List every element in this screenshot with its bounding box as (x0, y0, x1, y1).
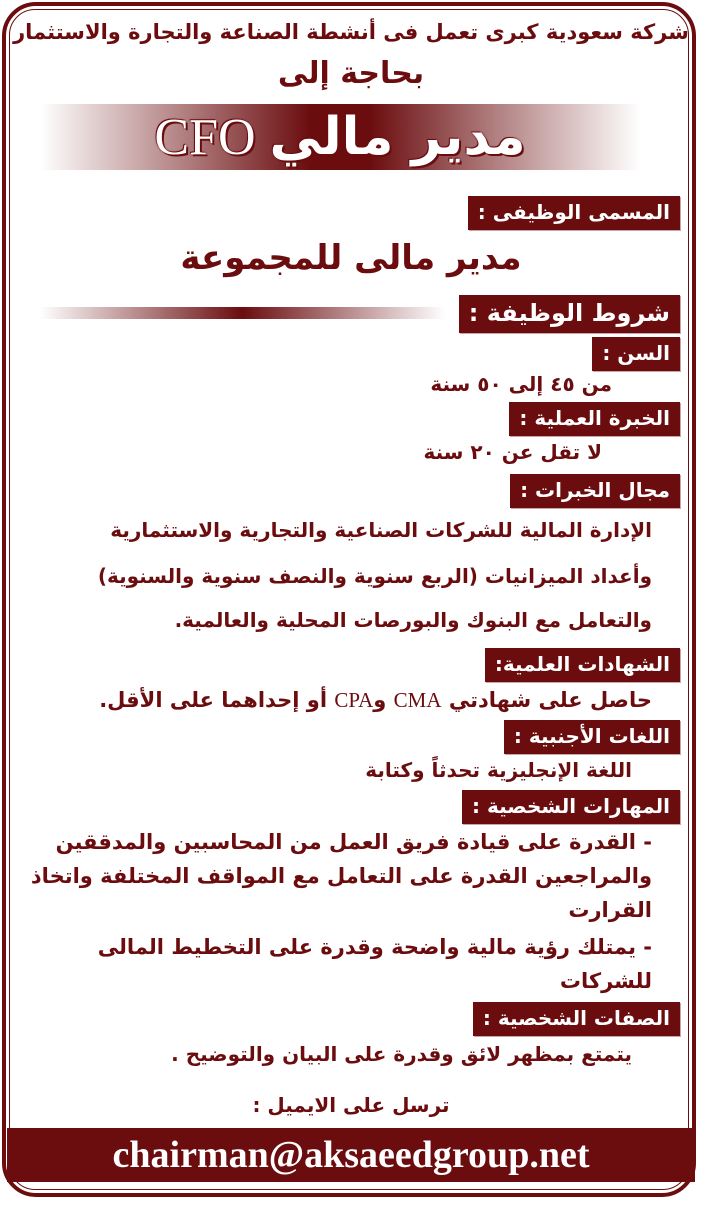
section-divider (40, 307, 445, 319)
email-bar (7, 1128, 695, 1182)
certificate-cma: CMA (393, 688, 442, 712)
skills-item-2: - يمتلك رؤية مالية واضحة وقدرة على التخطيط المالى للشركات (97, 935, 652, 993)
conditions-label: شروط الوظيفة : (459, 295, 680, 333)
languages-value: اللغة الإنجليزية تحدثاً وكتابة (365, 758, 632, 782)
certificates-label: الشهادات العلمية: (485, 648, 680, 682)
email-instruction: ترسل على الايميل : (252, 1093, 450, 1117)
needs-heading: بحاجة إلى (277, 56, 425, 91)
email-address[interactable]: chairman@aksaeedgroup.net (112, 1134, 590, 1176)
banner-title-arabic: مدير مالي (269, 107, 526, 167)
certificates-value (99, 688, 652, 713)
position-banner (40, 104, 640, 170)
job-title-value: مدير مالى للمجموعة (180, 238, 522, 278)
experience-field-line-3: والتعامل مع البنوك والبورصات المحلية والعالمية. (174, 608, 652, 632)
experience-field-label: مجال الخبرات : (510, 474, 680, 508)
company-description: شركة سعودية كبرى تعمل فى أنشطة الصناعة والتجارة والاستثمار (13, 20, 689, 44)
skills-label: المهارات الشخصية : (462, 790, 680, 824)
job-title-label: المسمى الوظيفى : (468, 196, 680, 230)
experience-field-line-1: الإدارة المالية للشركات الصناعية والتجارية والاستثمارية (110, 518, 652, 542)
experience-value: لا تقل عن ٢٠ سنة (423, 440, 602, 464)
experience-label: الخبرة العملية : (509, 402, 680, 436)
certificates-prefix: حاصل على شهادتي (448, 688, 652, 712)
certificate-cpa: CPA (334, 688, 374, 712)
age-value: من ٤٥ إلى ٥٠ سنة (430, 372, 612, 396)
experience-field-line-2: وأعداد الميزانيات (الربع سنوية والنصف سنوية والسنوية) (97, 564, 652, 588)
age-label: السن : (592, 337, 680, 371)
traits-value: يتمتع بمظهر لائق وقدرة على البيان والتوضيح . (171, 1042, 632, 1066)
languages-label: اللغات الأجنبية : (504, 720, 680, 754)
certificates-and: و (373, 688, 394, 712)
skills-item-1: - القدرة على قيادة فريق العمل من المحاسبين والمدققين والمراجعين القدرة على التعامل مع المواقف المختلفة واتخاذ القرارت (30, 830, 652, 922)
traits-label: الصفات الشخصية : (473, 1002, 680, 1036)
certificates-suffix: أو إحداهما على الأقل. (99, 688, 335, 712)
banner-title-english: CFO (154, 108, 256, 166)
